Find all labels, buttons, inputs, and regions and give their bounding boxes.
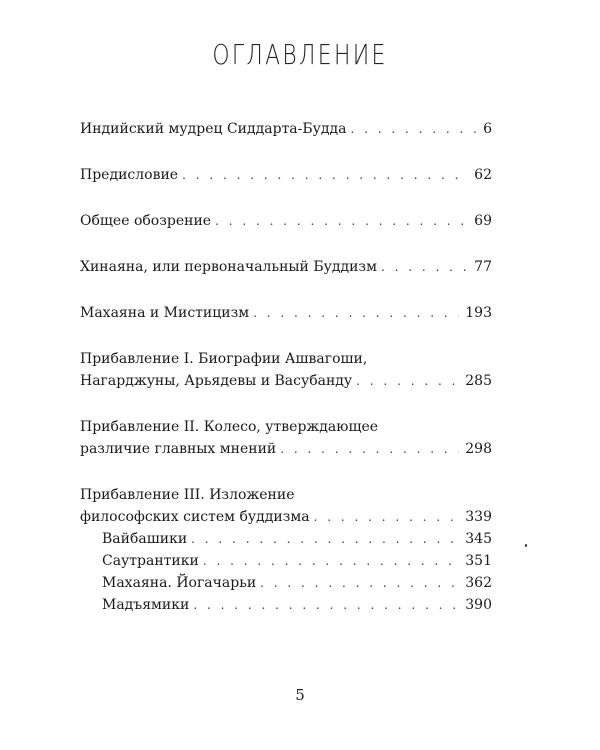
toc-subentry-title: Мадъямики — [102, 597, 190, 613]
toc-entry-page: 6 — [483, 121, 492, 137]
toc-entry-title: Предисловие — [80, 167, 179, 183]
toc-entry-page: 193 — [465, 305, 492, 321]
toc-entry-title-continued: Нагарджуны, Арьядевы и Васубанду — [80, 373, 353, 389]
dot-leader — [253, 302, 459, 324]
dot-leader — [356, 370, 459, 392]
toc-entry-page: 298 — [465, 441, 492, 457]
toc-subentry-page: 390 — [465, 597, 492, 613]
toc-entry-title: Прибавление II. Колесо, утверждающее — [80, 419, 379, 435]
toc-entry-title: Хинаяна, или первоначальный Буддизм — [80, 259, 377, 275]
toc-entry — [80, 164, 492, 186]
toc-entry-page: 62 — [474, 167, 492, 183]
toc-entry-title: Прибавление I. Биографии Ашвагоши, — [80, 351, 368, 367]
toc-subentry — [80, 594, 492, 616]
toc-entry-title-continued: различие главных мнений — [80, 441, 277, 457]
toc-entry — [80, 484, 492, 528]
toc-subentry-page: 362 — [465, 575, 492, 591]
toc-entry — [80, 348, 492, 392]
toc-subentry-title: Саутрантики — [102, 553, 199, 569]
dot-leader — [182, 164, 468, 186]
toc-entry-page: 69 — [474, 213, 492, 229]
toc-subentry — [80, 528, 492, 550]
page-number: 5 — [295, 686, 305, 704]
toc-entry — [80, 416, 492, 460]
toc-subentry-page: 345 — [465, 531, 492, 547]
toc-entry-title: Общее обозрение — [80, 213, 212, 229]
toc-subentry — [80, 550, 492, 572]
dot-leader — [193, 594, 459, 616]
dot-leader — [351, 118, 478, 140]
toc-heading: ОГЛАВЛЕНИЕ — [212, 38, 388, 71]
toc-entry-title-continued: философских систем буддизма — [80, 509, 310, 525]
dot-leader — [280, 438, 459, 460]
dot-leader — [260, 572, 459, 594]
toc-entry-title: Индийский мудрец Сиддарта-Будда — [80, 121, 347, 137]
toc-entry-page: 77 — [474, 259, 492, 275]
table-of-contents — [80, 118, 492, 616]
toc-entry-title: Махаяна и Мистицизм — [80, 305, 250, 321]
toc-entry-page: 285 — [465, 373, 492, 389]
toc-entry — [80, 256, 492, 278]
toc-entry-title: Прибавление III. Изложение — [80, 487, 295, 503]
toc-entry — [80, 210, 492, 232]
toc-entry — [80, 302, 492, 324]
dot-leader — [215, 210, 468, 232]
dot-leader — [381, 256, 468, 278]
toc-entry-page: 339 — [465, 509, 492, 525]
dot-leader — [191, 528, 459, 550]
toc-subentry-title: Махаяна. Йогачарьи — [102, 575, 257, 591]
toc-subentry — [80, 572, 492, 594]
ink-speck — [525, 544, 527, 547]
toc-subentry-page: 351 — [465, 553, 492, 569]
dot-leader — [203, 550, 459, 572]
toc-entry — [80, 118, 492, 140]
dot-leader — [314, 506, 460, 528]
toc-subentry-title: Вайбашики — [102, 531, 188, 547]
